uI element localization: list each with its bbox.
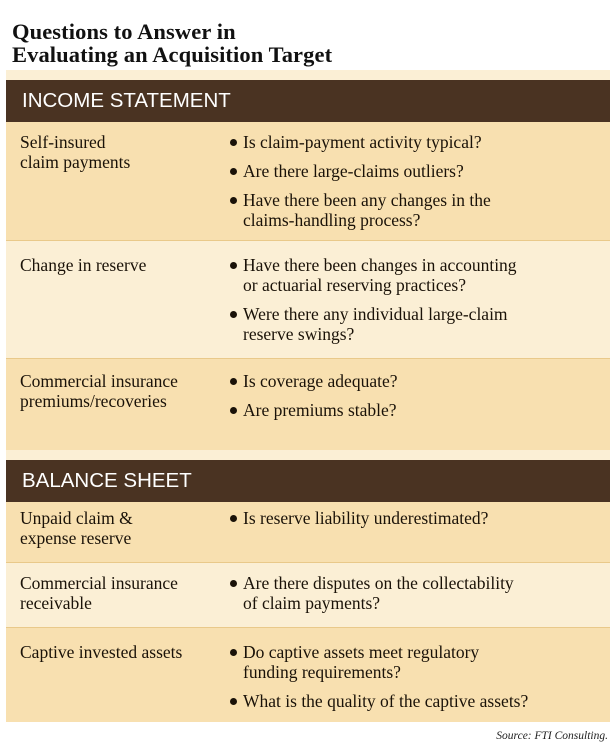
- question-text: Are premiums stable?: [243, 400, 397, 420]
- question-text: claims-handling process?: [243, 210, 421, 230]
- question-text: Have there been any changes in the: [243, 190, 491, 210]
- row-commercial-insurance-receivable: [6, 563, 610, 627]
- question-text: reserve swings?: [243, 324, 355, 344]
- question-item: [230, 508, 602, 528]
- section-header-balance-sheet: BALANCE SHEET: [6, 460, 610, 502]
- row-label-line: Commercial insurance: [20, 371, 178, 391]
- question-item: [230, 691, 602, 711]
- question-text: Were there any individual large-claim: [243, 304, 508, 324]
- row-commercial-insurance-premiums: [6, 359, 610, 450]
- question-text: Is reserve liability underestimated?: [243, 508, 489, 528]
- question-item: [230, 304, 602, 344]
- source-credit: Source: FTI Consulting.: [496, 730, 608, 742]
- question-item: [230, 573, 602, 613]
- question-list: [230, 642, 602, 711]
- question-text: Are there disputes on the collectability: [243, 573, 514, 593]
- row-label-line: Self-insured: [20, 132, 106, 152]
- question-text: Is coverage adequate?: [243, 371, 398, 391]
- row-label: [20, 132, 225, 172]
- question-text: or actuarial reserving practices?: [243, 275, 466, 295]
- question-list: [230, 573, 602, 613]
- question-text: of claim payments?: [243, 593, 381, 613]
- row-label-line: Unpaid claim &: [20, 508, 133, 528]
- question-list: [230, 508, 602, 528]
- page-title: [12, 20, 332, 66]
- question-item: [230, 132, 602, 152]
- row-label-line: Commercial insurance: [20, 573, 178, 593]
- question-item: [230, 190, 602, 230]
- question-text: What is the quality of the captive assets?: [243, 691, 529, 711]
- row-label-line: premiums/recoveries: [20, 391, 167, 411]
- row-label-line: Captive invested assets: [20, 642, 183, 662]
- row-change-in-reserve: [6, 241, 610, 358]
- questions-table: [6, 70, 610, 722]
- row-label: [20, 642, 225, 662]
- question-item: [230, 255, 602, 295]
- row-label-line: receivable: [20, 593, 92, 613]
- row-label-line: Change in reserve: [20, 255, 147, 275]
- section-header-income-statement: INCOME STATEMENT: [6, 80, 610, 122]
- question-item: [230, 161, 602, 181]
- row-unpaid-claim-expense-reserve: [6, 502, 610, 562]
- row-label-line: claim payments: [20, 152, 131, 172]
- question-list: [230, 255, 602, 344]
- row-label: [20, 508, 225, 548]
- question-text: funding requirements?: [243, 662, 401, 682]
- row-label-line: expense reserve: [20, 528, 132, 548]
- question-item: [230, 642, 602, 682]
- row-label: [20, 573, 225, 613]
- row-label: [20, 255, 225, 275]
- question-text: Are there large-claims outliers?: [243, 161, 464, 181]
- question-list: [230, 371, 602, 420]
- question-item: [230, 371, 602, 391]
- question-text: Have there been changes in accounting: [243, 255, 517, 275]
- row-self-insured-claim-payments: [6, 122, 610, 240]
- question-text: Do captive assets meet regulatory: [243, 642, 480, 662]
- row-label: [20, 371, 225, 411]
- title-line-2: Evaluating an Acquisition Target: [12, 42, 333, 67]
- question-text: Is claim-payment activity typical?: [243, 132, 482, 152]
- title-line-1: Questions to Answer in: [12, 19, 236, 44]
- question-item: [230, 400, 602, 420]
- question-list: [230, 132, 602, 230]
- row-captive-invested-assets: [6, 628, 610, 722]
